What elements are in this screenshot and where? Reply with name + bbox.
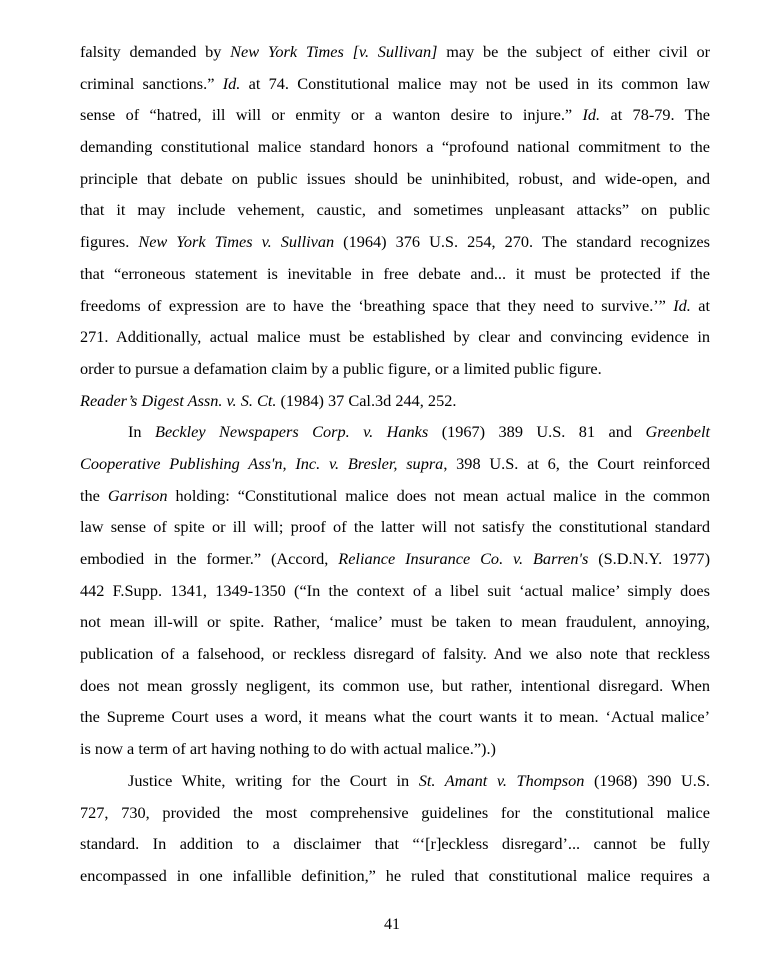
text-line bbox=[80, 99, 710, 131]
text-line bbox=[80, 68, 710, 100]
citation-italic: Cooperative Publishing Ass'n, Inc. v. Bresler, supra bbox=[80, 453, 444, 473]
text-run: is now a term of art having nothing to do with actual malice.”).) bbox=[80, 739, 496, 759]
citation-italic: Beckley Newspapers Corp. v. Hanks bbox=[155, 422, 429, 442]
citation-italic: Id. bbox=[582, 105, 601, 125]
text-line bbox=[80, 543, 710, 575]
text-line bbox=[80, 36, 710, 68]
text-line bbox=[80, 448, 710, 480]
text-line bbox=[80, 163, 710, 195]
text-line bbox=[80, 226, 710, 258]
text-run: at 78-79. The bbox=[600, 105, 710, 125]
paragraph bbox=[80, 36, 710, 416]
body-text bbox=[80, 36, 710, 892]
text-run: may be the subject of either civil or bbox=[437, 42, 711, 61]
text-line bbox=[80, 733, 710, 765]
text-line bbox=[80, 797, 710, 829]
text-line bbox=[80, 385, 710, 417]
citation-italic: Id. bbox=[222, 73, 241, 93]
text-run: standard. In addition to a disclaimer that “‘[r]eckless disregard’... cannot be fully bbox=[80, 834, 710, 854]
text-run: figures. bbox=[80, 232, 139, 252]
text-line bbox=[80, 701, 710, 733]
text-run: embodied in the former.” (Accord, bbox=[80, 549, 339, 568]
text-run: that “erroneous statement is inevitable in free debate and... it must be protected if the bbox=[80, 263, 710, 283]
text-line bbox=[80, 131, 710, 163]
citation-italic: Greenbelt bbox=[645, 422, 710, 442]
text-run: principle that debate on public issues should be uninhibited, robust, and wide-open, and bbox=[80, 168, 710, 188]
text-line bbox=[80, 511, 710, 543]
text-run: In bbox=[128, 422, 156, 442]
citation-italic: Reader’s Digest Assn. v. S. Ct. bbox=[80, 390, 277, 410]
text-line bbox=[80, 860, 710, 892]
text-line bbox=[80, 480, 710, 512]
text-run: 727, 730, provided the most comprehensive guidelines for the constitutional malice bbox=[80, 802, 710, 822]
text-run: , 398 U.S. at 6, the Court reinforced bbox=[443, 453, 711, 473]
text-run: (1964) 376 U.S. 254, 270. The standard recognizes bbox=[334, 232, 710, 252]
citation-italic: St. Amant v. Thompson bbox=[418, 770, 585, 790]
citation-italic: Reliance Insurance Co. v. Barren's bbox=[338, 549, 589, 568]
text-run: order to pursue a defamation claim by a public figure, or a limited public figure. bbox=[80, 358, 602, 378]
text-line bbox=[80, 290, 710, 322]
text-run: does not mean grossly negligent, its common use, but rather, intentional disregard. When bbox=[80, 675, 710, 695]
text-run: (1984) 37 Cal.3d 244, 252. bbox=[276, 390, 457, 410]
text-run: sense of “hatred, ill will or enmity or a wanton desire to injure.” bbox=[80, 105, 583, 125]
text-line bbox=[80, 575, 710, 607]
text-run: law sense of spite or ill will; proof of the latter will not satisfy the constitutional standard bbox=[80, 517, 710, 537]
text-run: (S.D.N.Y. 1977) bbox=[588, 549, 710, 568]
text-run: 442 F.Supp. 1341, 1349-1350 (“In the context of a libel suit ‘actual malice’ simply does bbox=[80, 580, 710, 600]
text-run: Justice White, writing for the Court in bbox=[128, 770, 419, 790]
text-run: at bbox=[690, 295, 710, 315]
text-run: the Supreme Court uses a word, it means what the court wants it to mean. ‘Actual malice’ bbox=[80, 707, 710, 727]
text-run: publication of a falsehood, or reckless disregard of falsity. And we also note that reckless bbox=[80, 644, 710, 664]
text-run: criminal sanctions.” bbox=[80, 73, 223, 93]
text-run: (1967) 389 U.S. 81 and bbox=[428, 422, 646, 442]
text-run: 271. Additionally, actual malice must be established by clear and convincing evidence in bbox=[80, 327, 710, 347]
text-line bbox=[80, 194, 710, 226]
text-line bbox=[80, 828, 710, 860]
text-run: the bbox=[80, 485, 108, 505]
text-run: (1968) 390 U.S. bbox=[584, 770, 710, 790]
paragraph bbox=[80, 416, 710, 765]
text-line bbox=[80, 638, 710, 670]
text-run: falsity demanded by bbox=[80, 42, 231, 61]
citation-italic: New York Times v. Sullivan bbox=[138, 232, 335, 252]
citation-italic: Garrison bbox=[107, 485, 168, 505]
citation-italic: Id. bbox=[673, 295, 691, 315]
text-run: not mean ill-will or spite. Rather, ‘malice’ must be taken to mean fraudulent, annoying, bbox=[80, 612, 710, 632]
text-run: holding: “Constitutional malice does not mean actual malice in the common bbox=[167, 485, 710, 505]
text-run: demanding constitutional malice standard honors a “profound national commitment to the bbox=[80, 137, 710, 157]
text-run: that it may include vehement, caustic, and sometimes unpleasant attacks” on public bbox=[80, 200, 710, 220]
paragraph bbox=[80, 765, 710, 892]
text-run: encompassed in one infallible definition,” he ruled that constitutional malice requires a bbox=[80, 865, 710, 885]
text-line bbox=[80, 353, 710, 385]
text-line bbox=[80, 321, 710, 353]
text-run: at 74. Constitutional malice may not be used in its common law bbox=[240, 73, 711, 93]
text-line bbox=[80, 670, 710, 702]
text-line bbox=[80, 765, 710, 797]
text-line bbox=[80, 258, 710, 290]
text-line bbox=[80, 416, 710, 448]
citation-italic: New York Times [v. Sullivan] bbox=[230, 42, 438, 61]
text-line bbox=[80, 606, 710, 638]
page-number: 41 bbox=[384, 916, 400, 933]
text-run: freedoms of expression are to have the ‘breathing space that they need to survive.’” bbox=[80, 295, 674, 315]
